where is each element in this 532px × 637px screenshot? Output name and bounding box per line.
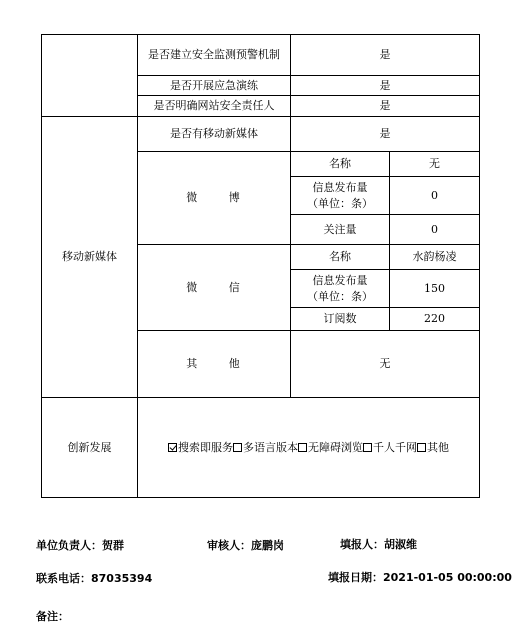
other-value: 无: [291, 331, 480, 398]
weibo-name-value: 无: [390, 152, 480, 177]
weibo-followers-value: 0: [390, 215, 480, 245]
left-blank-cell: [42, 35, 138, 117]
weibo-posts-value: 0: [390, 177, 480, 215]
drill-value: 是: [291, 76, 480, 96]
option-other[interactable]: [417, 441, 449, 454]
option-label: 千人千网: [373, 440, 417, 454]
other-label: 其 他: [138, 331, 291, 398]
wechat-subscribers-label: 订阅数: [291, 308, 390, 331]
unchecked-box-icon: [298, 443, 307, 452]
report-table: [41, 34, 480, 498]
wechat-name-value: 水韵杨凌: [390, 245, 480, 270]
weibo-name-label: 名称: [291, 152, 390, 177]
wechat-subscribers-value: 220: [390, 308, 480, 331]
remarks: 备注：: [36, 610, 69, 623]
wechat-label: 微 信: [138, 245, 291, 331]
option-search-service[interactable]: [168, 441, 233, 454]
monitoring-label: 是否建立安全监测预警机制: [138, 35, 291, 76]
option-accessibility[interactable]: [298, 441, 363, 454]
checked-box-icon: [168, 443, 177, 452]
report-date: 填报日期：2021-01-05 00:00:00: [328, 571, 512, 584]
unchecked-box-icon: [233, 443, 242, 452]
option-label: 搜索即服务: [178, 440, 233, 454]
contact-phone: 联系电话：87035394: [36, 572, 153, 585]
option-label: 多语言版本: [243, 440, 298, 454]
responsible-label: 是否明确网站安全责任人: [138, 96, 291, 117]
option-label: 无障碍浏览: [308, 440, 363, 454]
monitoring-value: 是: [291, 35, 480, 76]
responsible-value: 是: [291, 96, 480, 117]
wechat-posts-label: 信息发布量（单位：条）: [291, 270, 390, 308]
mobile-media-section-label: 移动新媒体: [42, 117, 138, 398]
innovation-checkbox-group: [140, 440, 477, 456]
filler: 填报人：胡淑维: [340, 538, 417, 551]
option-personalized[interactable]: [363, 441, 417, 454]
innovation-options: [138, 398, 480, 498]
drill-label: 是否开展应急演练: [138, 76, 291, 96]
has-mobile-media-value: 是: [291, 117, 480, 152]
innovation-label: 创新发展: [42, 398, 138, 498]
unchecked-box-icon: [417, 443, 426, 452]
unit-head: 单位负责人：贺群: [36, 539, 124, 552]
option-label: 其他: [427, 440, 449, 454]
option-multilingual[interactable]: [233, 441, 298, 454]
weibo-label: 微 博: [138, 152, 291, 245]
has-mobile-media-label: 是否有移动新媒体: [138, 117, 291, 152]
wechat-posts-value: 150: [390, 270, 480, 308]
reviewer: 审核人：庞鹏岗: [207, 539, 284, 552]
weibo-posts-label: 信息发布量（单位：条）: [291, 177, 390, 215]
wechat-name-label: 名称: [291, 245, 390, 270]
weibo-followers-label: 关注量: [291, 215, 390, 245]
unchecked-box-icon: [363, 443, 372, 452]
